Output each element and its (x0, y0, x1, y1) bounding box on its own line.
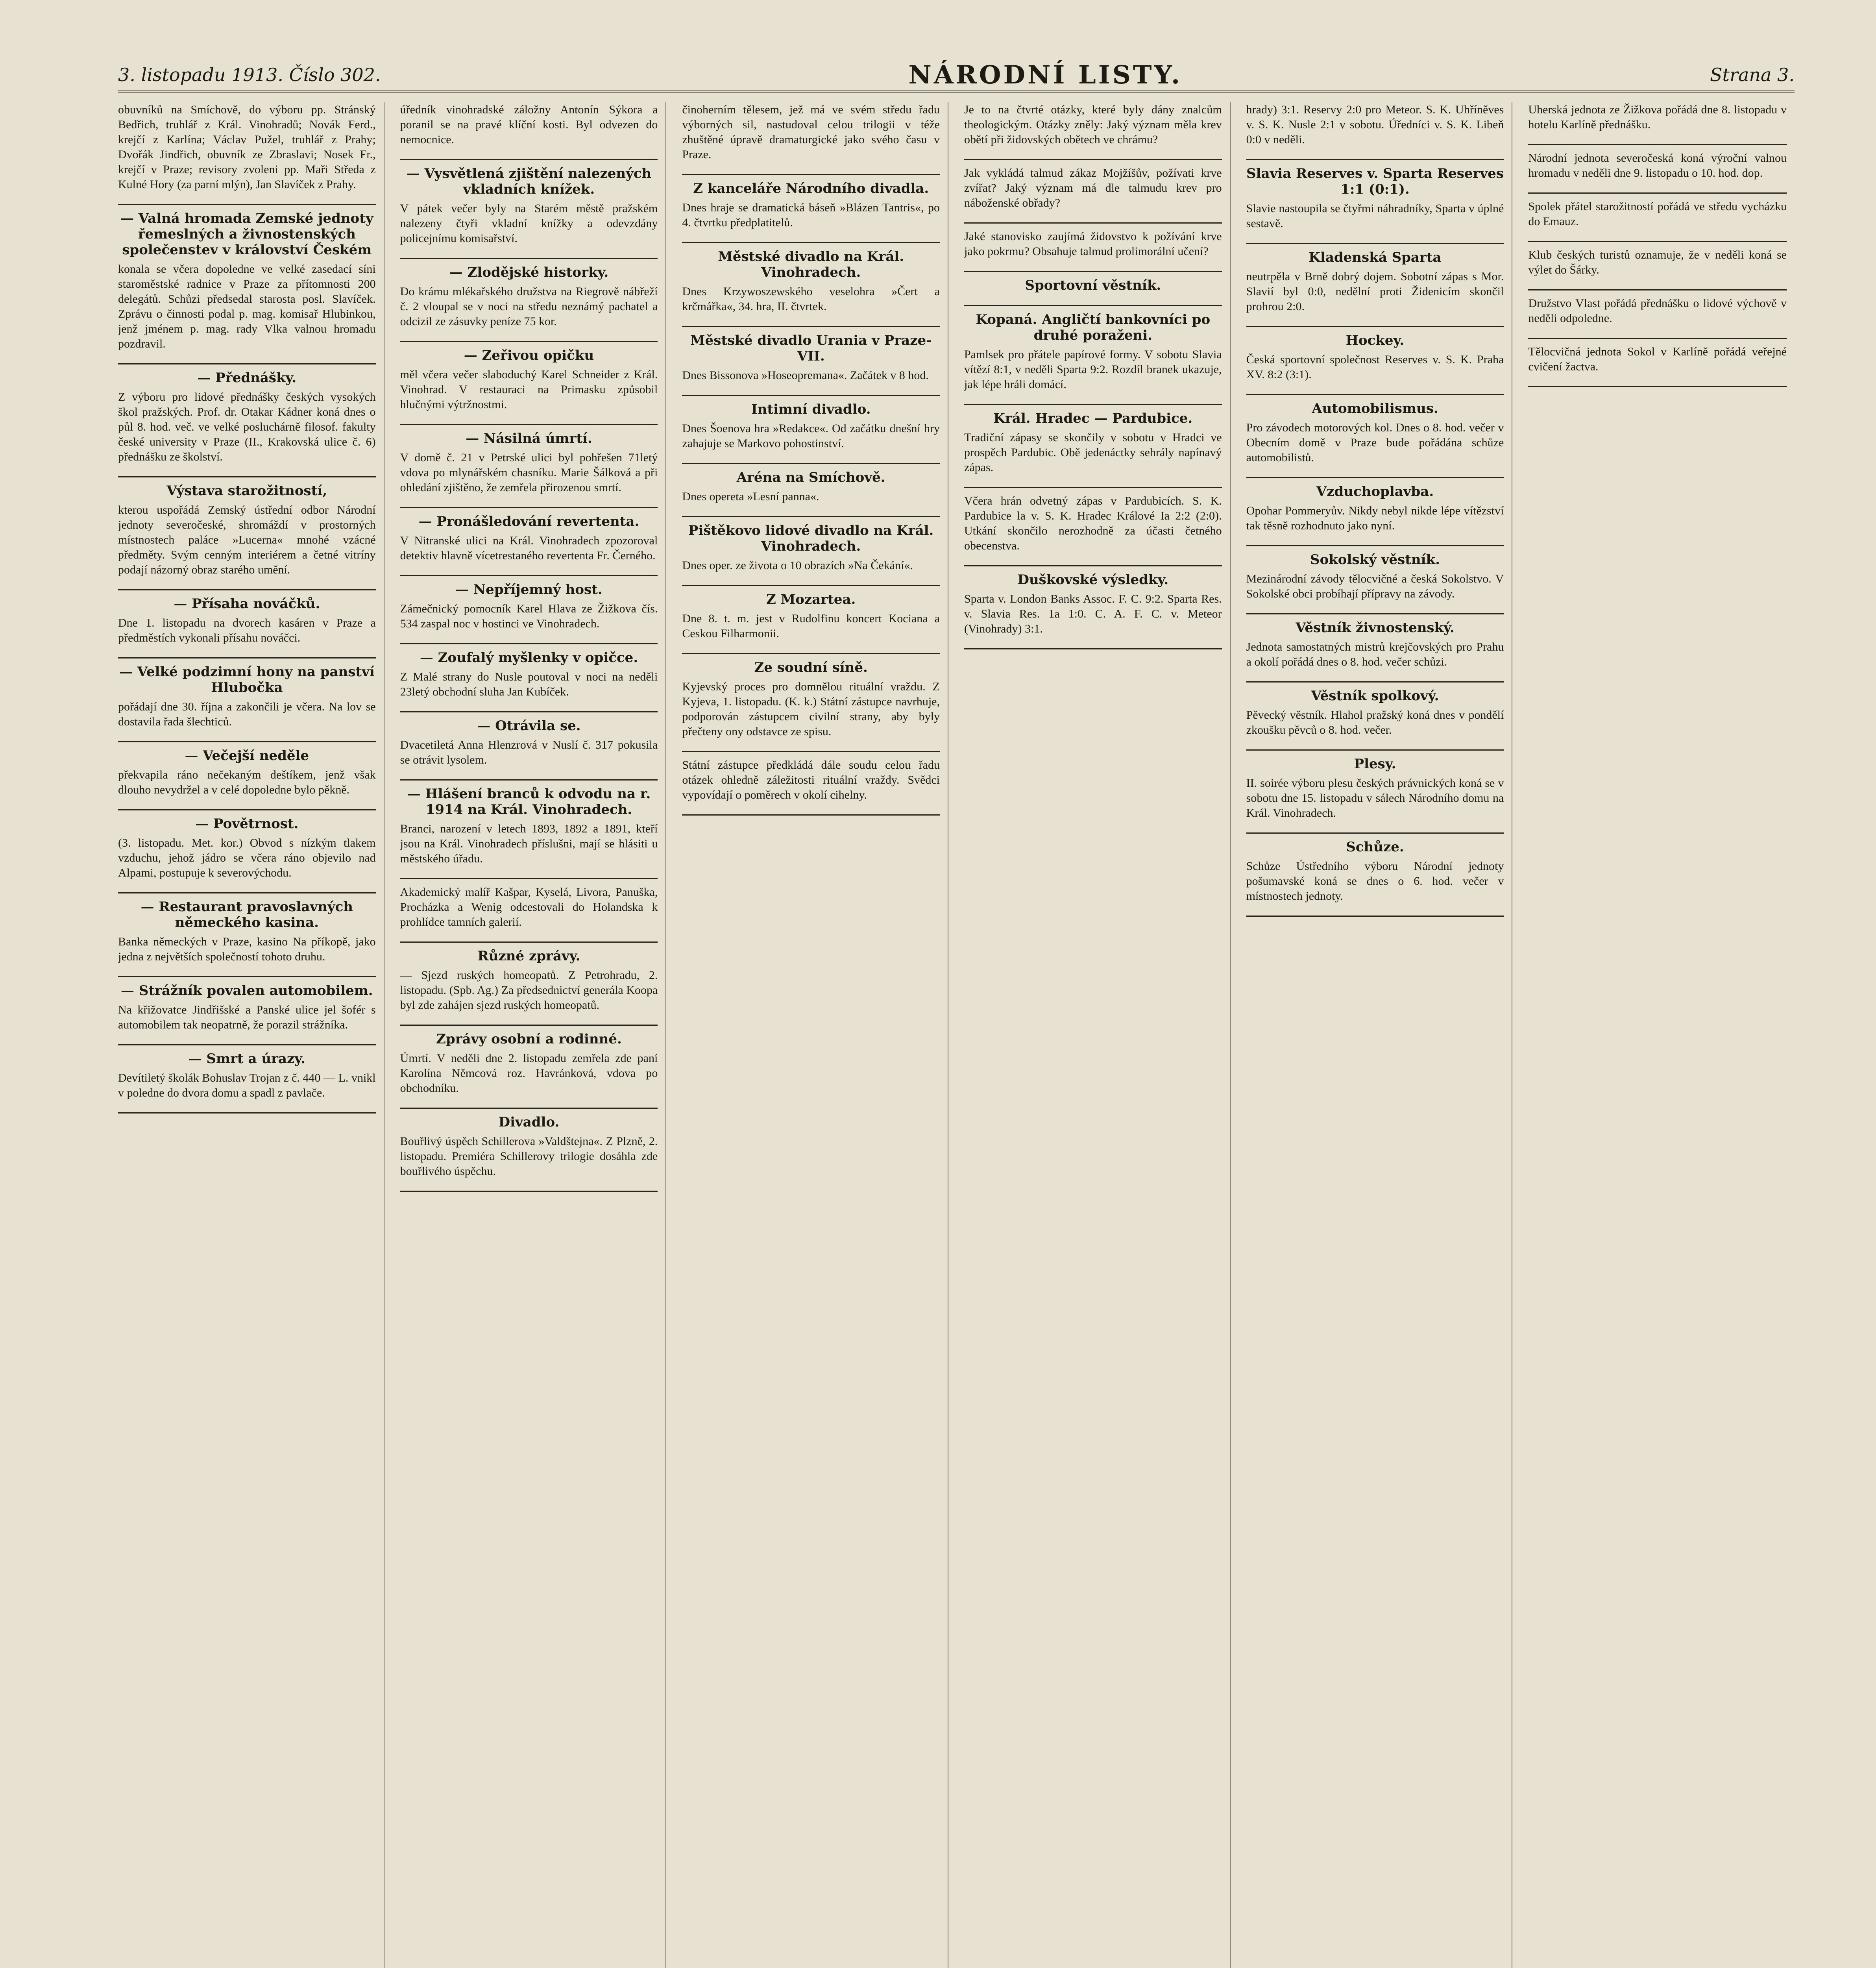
divider (1246, 545, 1504, 546)
divider (964, 222, 1222, 224)
article-text: Dnes oper. ze života o 10 obrazích »Na Čekání«. (682, 559, 913, 572)
article-title: Věstník živnostenský. (1296, 620, 1455, 636)
divider (1528, 386, 1787, 387)
divider (1246, 681, 1504, 683)
article-text: konala se včera dopoledne ve velké zasedací síni staroměstské radnice v Praze za přítomnosti 200 delegátů. Schůzi předsedal starosta posl. Slavíček. Zprávu o činnosti podal p. mag. komisař Hlubinkou, jenž jménem p. mag. rady Vlka valnou hromadu pozdravil. (118, 263, 376, 350)
article (1528, 151, 1787, 181)
article-title: Kladenská Sparta (1309, 250, 1442, 265)
divider (964, 159, 1222, 160)
article (400, 1114, 658, 1179)
divider (400, 159, 658, 160)
article (400, 786, 658, 866)
article-title: Městské divadlo Urania v Praze-VII. (690, 333, 932, 364)
article-title: Intimní divadlo. (751, 401, 871, 417)
divider (400, 1108, 658, 1109)
divider (682, 751, 940, 752)
article (1246, 333, 1504, 382)
column-6 (1528, 102, 1795, 1968)
article-text: Uherská jednota ze Žižkova pořádá dne 8. listopadu v hotelu Karlíně přednášku. (1528, 103, 1787, 131)
column-1 (118, 102, 384, 1968)
divider (682, 585, 940, 586)
divider (1246, 832, 1504, 834)
article (682, 181, 940, 230)
article (1528, 199, 1787, 229)
article-text: hrady) 3:1. Reservy 2:0 pro Meteor. S. K. Uhříněves v. S. K. Nusle 2:1 v sobotu. Úředníci v. S. K. Libeň 0:0 v neděli. (1246, 103, 1504, 146)
article-text: II. soirée výboru plesu českých právnických koná se v sobotu dne 15. listopadu v sálech Národního domu na Král. Vinohradech. (1246, 777, 1504, 819)
divider (682, 326, 940, 327)
article-title: Pištěkovo lidové divadlo na Král. Vinohradech. (688, 523, 934, 554)
article-text: Devítiletý školák Bohuslav Trojan z č. 440 — L. vnikl v poledne do dvora domu a spadl z pavlače. (118, 1071, 376, 1099)
article (964, 494, 1222, 553)
article (964, 411, 1222, 475)
article-text: Sparta v. London Banks Assoc. F. C. 9:2. Sparta Res. v. Slavia Res. 1a 1:0. C. A. F. C. v. Meteor (Vinohrady) 3:1. (964, 592, 1222, 635)
article-text: Dnes Krzywoszewského veselohra »Čert a krčmářka«, 34. hra, II. čtvrtek. (682, 285, 940, 313)
article-title: — Restaurant pravoslavných německého kasina. (140, 899, 353, 930)
article-title: Různé zprávy. (477, 948, 580, 964)
divider (118, 476, 376, 477)
article-text: (3. listopadu. Met. kor.) Obvod s nízkým tlakem vzduchu, jehož jádro se včera ráno objevilo nad Alpami, postupuje k severovýchodu. (118, 836, 376, 879)
divider (400, 507, 658, 508)
article (682, 660, 940, 739)
article-title: — Zlodějské historky. (449, 264, 609, 280)
article-text: Z Malé strany do Nusle poutoval v noci na neděli 23letý obchodní sluha Jan Kubíček. (400, 670, 658, 698)
article-text: Opohar Pommeryův. Nikdy nebyl nikde lépe vítězství tak těsně rozhodnuto jako nyní. (1246, 504, 1504, 532)
column-5 (1246, 102, 1513, 1968)
article-text: Schůze Ústředního výboru Národní jednoty pošumavské koná se dnes o 6. hod. večer v místnostech jednoty. (1246, 860, 1504, 903)
divider (400, 779, 658, 781)
article-text: Pamlsek pro přátele papírové formy. V sobotu Slavia vítězí 8:1, v neděli Sparta 9:2. Rozdíl branek ukazuje, jak lépe hráli domácí. (964, 348, 1222, 391)
article (400, 718, 658, 768)
divider (682, 395, 940, 396)
article (400, 582, 658, 631)
article-text: Tradiční zápasy se skončily v sobotu v Hradci ve prospěch Pardubic. Obě jedenáctky sehrály napínavý zápas. (964, 431, 1222, 474)
divider (400, 711, 658, 712)
article-title: Zprávy osobní a rodinné. (436, 1031, 622, 1047)
article-text: Klub českých turistů oznamuje, že v neděli koná se výlet do Šárky. (1528, 248, 1787, 276)
article-text: Dnes hraje se dramatická báseň »Blázen Tantris«, po 4. čtvrtku předplatitelů. (682, 201, 940, 229)
divider (1528, 144, 1787, 145)
article (400, 650, 658, 699)
page-header (118, 59, 1795, 92)
divider (118, 976, 376, 977)
divider (964, 487, 1222, 488)
divider (118, 204, 376, 205)
divider (400, 575, 658, 576)
article-title: — Strážník povalen automobilem. (121, 983, 373, 999)
article (118, 370, 376, 464)
article-text: Státní zástupce předkládá dále soudu celou řadu otázek ohledně záležitosti rituální vraždy. Svědci vypovídají o poměrech v okolí cihelny. (682, 758, 940, 801)
article (118, 816, 376, 880)
article-text: Je to na čtvrté otázky, které byly dány znalcům theologickým. Otázky zněly: Jaký význam měla krev obětí při židovských obětech ve chrámu? (964, 103, 1222, 146)
article (118, 983, 376, 1032)
divider (400, 1025, 658, 1026)
article-title: Duškovské výsledky. (1017, 572, 1169, 588)
article (400, 948, 658, 1013)
article-text: Tělocvičná jednota Sokol v Karlíně pořádá veřejné cvičení žactva. (1528, 345, 1787, 373)
article-title: Sokolský věstník. (1310, 552, 1440, 568)
article (118, 102, 376, 192)
article-text: Dnes Bissonova »Hoseopremana«. Začátek v 8 hod. (682, 369, 929, 382)
divider (400, 424, 658, 425)
article-title: — Zoufalý myšlenky v opičce. (420, 650, 638, 666)
article-title: — Přednášky. (197, 370, 297, 386)
article-title: Z kanceláře Národního divadla. (693, 181, 929, 196)
divider (682, 516, 940, 517)
article (400, 102, 658, 147)
divider (1246, 243, 1504, 244)
column-3 (682, 102, 948, 1968)
article-text: Družstvo Vlast pořádá přednášku o lidové výchově v neděli odpoledne. (1528, 297, 1787, 325)
article (400, 885, 658, 930)
article (682, 249, 940, 314)
divider (1528, 338, 1787, 339)
divider (1246, 159, 1504, 160)
article-text: V domě č. 21 v Petrské ulici byl pohřešen 71letý vdova po mlynářském chasníku. Marie Šálková a při ohledání zjištěno, že zemřela přirozenou smrtí. (400, 451, 658, 494)
article (1528, 296, 1787, 326)
article-text: Dne 1. listopadu na dvorech kasáren v Praze a předměstích vykonali přísahu nováčci. (118, 616, 376, 644)
divider (1246, 477, 1504, 478)
article-text: Na křižovatce Jindřišské a Panské ulice jel šofér s automobilem tak neopatrně, že porazil strážníka. (118, 1003, 376, 1031)
article-title: — Zeřivou opičku (464, 348, 594, 363)
article-text: Národní jednota severočeská koná výroční valnou hromadu v neděli dne 9. listopadu o 10. hod. dop. (1528, 152, 1787, 179)
article-text: Dnes Šoenova hra »Redakce«. Od začátku dnešní hry zahajuje se Markovo pohostinství. (682, 422, 940, 450)
article-text: Z výboru pro lidové přednášky českých vysokých škol pražských. Prof. dr. Otakar Kádner koná dnes o půl 8. hod. več. ve velké posluchárně filosof. fakulty české university v Praze (II., Krakovská ulice č. 6) přednášku ze školství. (118, 390, 376, 463)
article (682, 333, 940, 383)
article (118, 596, 376, 646)
divider (1246, 394, 1504, 395)
article-title: Věstník spolkový. (1311, 688, 1439, 704)
divider (118, 363, 376, 364)
divider (1528, 241, 1787, 242)
article (964, 166, 1222, 211)
article-title: Sportovní věstník. (1025, 277, 1161, 293)
article-text: Jak vykládá talmud zákaz Mojžíšův, požívati krve zvířat? Jaký význam má dle talmudu krev pro náboženské obřady? (964, 166, 1222, 209)
article (682, 102, 940, 162)
article (964, 277, 1222, 293)
article (1528, 248, 1787, 277)
article-text: Banka německých v Praze, kasino Na příkopě, jako jedna z největších společností tohoto druhu. (118, 935, 376, 963)
article-text: Pěvecký věstník. Hlahol pražský koná dnes v pondělí zkoušku pěvců o 8. hod. večer. (1246, 708, 1504, 736)
article (118, 899, 376, 964)
divider (400, 941, 658, 943)
article-title: Ze soudní síně. (754, 660, 868, 675)
divider (118, 892, 376, 893)
divider (1246, 613, 1504, 614)
article-text: Branci, narození v letech 1893, 1892 a 1891, kteří jsou na Král. Vinohradech příslušni, mají se hlásiti u městského úřadu. (400, 822, 658, 865)
article-title: — Vysvětlená zjištění nalezených vkladních knížek. (406, 166, 652, 197)
article-title: Městské divadlo na Král. Vinohradech. (718, 249, 904, 280)
divider (118, 1044, 376, 1045)
article-title: — Večejší neděle (185, 748, 309, 764)
article-title: — Smrt a úrazy. (188, 1051, 305, 1067)
article-text: Slavie nastoupila se čtyřmi náhradníky, Sparta v úplné sestavě. (1246, 202, 1504, 230)
article-title: Automobilismus. (1312, 401, 1438, 416)
article (400, 514, 658, 563)
article (1246, 756, 1504, 821)
divider (964, 271, 1222, 272)
divider (118, 657, 376, 658)
article-text: Úmrtí. V neděli dne 2. listopadu zemřela zde paní Karolína Němcová roz. Havránková, vdova po obchodníku. (400, 1052, 658, 1095)
article-title: Aréna na Smíchově. (736, 470, 885, 485)
article (964, 312, 1222, 392)
article (400, 1031, 658, 1096)
divider (964, 404, 1222, 405)
article-text: činoherním tělesem, jež má ve svém středu řadu výborných sil, nastudoval celou trilogii v téže zhuštěné úpravě dramaturgické jako svého času v Praze. (682, 103, 940, 161)
divider (118, 1112, 376, 1113)
divider (400, 341, 658, 342)
article-text: překvapila ráno nečekaným deštíkem, jenž však dlouho nevydržel a v celé dopoledne bylo pěkně. (118, 768, 376, 796)
article-text: Akademický malíř Kašpar, Kyselá, Livora, Panuška, Procházka a Wenig odcestovali do Holandska k prohlídce tamních galerií. (400, 886, 658, 929)
article-title: — Přísaha nováčků. (174, 596, 320, 612)
divider (400, 1191, 658, 1192)
article-text: kterou uspořádá Zemský ústřední odbor Národní jednoty severočeské, shromáždí v prostorných místnostech paláce »Lucerna« mnohé vzácné předměty. Svým cenným interiérem a četné vitríny podají názorný obraz starého umění. (118, 503, 376, 576)
article (118, 664, 376, 729)
article-text: V Nitranské ulici na Král. Vinohradech zpozoroval detektiv hlavně vícetrestaného revertenta Fr. Černého. (400, 534, 658, 562)
columns (118, 102, 1795, 1968)
article-text: Dvacetiletá Anna Hlenzrová v Nuslí č. 317 pokusila se otrávit lysolem. (400, 738, 658, 766)
article-title: Vzduchoplavba. (1316, 484, 1434, 499)
divider (118, 589, 376, 590)
article (1246, 839, 1504, 904)
divider (400, 643, 658, 644)
article-text: obuvníků na Smíchově, do výboru pp. Stránský Bedřich, truhlář z Král. Vinohradů; Novák Ferd., krejčí z Karlína; Václav Pužel, truhlář z Prahy; Dvořák Jindřich, obuvník ze Zbraslavi; Nosek Fr., krejčí v Praze; revisory zvoleni pp. Maři Středa z Kulné Hory (za parní mlýn), Jan Slavíček z Prahy. (118, 103, 376, 191)
article-text: V pátek večer byly na Starém městě pražském nalezeny čtyři vkladní knížky a odevzdány policejnímu komisařství. (400, 202, 658, 245)
article (682, 592, 940, 641)
article (1246, 620, 1504, 670)
divider (400, 878, 658, 879)
article-text: Dnes opereta »Lesní panna«. (682, 490, 819, 503)
article-title: — Nepříjemný host. (455, 582, 603, 597)
divider (118, 741, 376, 742)
article-text: Zámečnický pomocník Karel Hlava ze Žižkova čís. 534 zaspal noc v hostinci ve Vinohradech. (400, 602, 658, 630)
article (118, 483, 376, 577)
article-title: — Pronášledování revertenta. (418, 514, 640, 529)
article-title: Divadlo. (498, 1114, 560, 1130)
divider (964, 305, 1222, 306)
article-title: — Valná hromada Zemské jednoty řemeslných a živnostenských společenstev v království Českém (120, 211, 373, 258)
article (682, 470, 940, 504)
divider (682, 242, 940, 243)
article (118, 1051, 376, 1101)
article-title: — Otrávila se. (477, 718, 581, 734)
article-text: Kyjevský proces pro domnělou rituální vraždu. Z Kyjeva, 1. listopadu. (K. k.) Státní zástupce navrhuje, podporován zástupcem civilní strany, aby byly přečteny ony odstavce ze spisu. (682, 680, 940, 738)
article-text: úředník vinohradské záložny Antonín Sýkora a poranil se na pravé klíční kosti. Byl odvezen do nemocnice. (400, 103, 658, 146)
divider (400, 258, 658, 259)
article (964, 229, 1222, 259)
article (400, 348, 658, 412)
divider (1246, 749, 1504, 751)
divider (682, 814, 940, 816)
article (400, 166, 658, 246)
article-title: — Povětrnost. (195, 816, 299, 832)
article (964, 572, 1222, 636)
article-text: Česká sportovní společnost Reserves v. S. K. Praha XV. 8:2 (3:1). (1246, 353, 1504, 381)
article (1528, 344, 1787, 374)
article-text: Pro závodech motorových kol. Dnes o 8. hod. večer v Obecním domě v Praze bude pořádána schůze automobilistů. (1246, 421, 1504, 464)
article (964, 102, 1222, 147)
article-title: Z Mozartea. (766, 592, 856, 607)
article (400, 264, 658, 329)
divider (1246, 326, 1504, 327)
issue-date: 3. listopadu 1913. Číslo 302. (118, 64, 381, 85)
article-title: Kopaná. Angličtí bankovníci po druhé poraženi. (976, 312, 1211, 343)
article-text: neutrpěla v Brně dobrý dojem. Sobotní zápas s Mor. Slavií byl 0:0, nedělní proti Židenicím skončil prohrou 2:0. (1246, 270, 1504, 313)
article-text: pořádají dne 30. října a zakončili je včera. Na lov se dostavila řada šlechticů. (118, 700, 376, 728)
article-title: Král. Hradec — Pardubice. (993, 411, 1193, 426)
article (400, 431, 658, 495)
divider (964, 565, 1222, 566)
article-text: Jaké stanovisko zaujímá židovstvo k požívání krve jako pokrmu? Obsahuje talmud prolimorální učení? (964, 230, 1222, 258)
article (1246, 688, 1504, 738)
divider (1528, 289, 1787, 290)
article-title: Schůze. (1346, 839, 1404, 855)
divider (682, 174, 940, 175)
article-text: Jednota samostatných mistrů krejčovských pro Prahu a okolí pořádá dnes o 8. hod. večer schůzi. (1246, 640, 1504, 668)
column-2 (400, 102, 667, 1968)
article (1246, 166, 1504, 231)
article-title: Plesy. (1354, 756, 1396, 772)
article (682, 758, 940, 803)
article-title: — Násilná úmrtí. (466, 431, 592, 446)
article-title: — Velké podzimní hony na panství Hlubočka (119, 664, 375, 695)
page-number: Strana 3. (1710, 64, 1795, 85)
newspaper-title: NÁRODNÍ LISTY. (908, 60, 1183, 90)
article-title: — Hlášení branců k odvodu na r. 1914 na Král. Vinohradech. (407, 786, 651, 818)
article-title: Slavia Reserves v. Sparta Reserves 1:1 (0:1). (1246, 166, 1504, 197)
article-text: Bouřlivý úspěch Schillerova »Valdštejna«. Z Plzně, 2. listopadu. Premiéra Schillerovy trilogie dosáhla zde bouřlivého úspěchu. (400, 1135, 658, 1178)
column-4 (964, 102, 1231, 1968)
article-text: Dne 8. t. m. jest v Rudolfinu koncert Kociana a Ceskou Filharmonii. (682, 612, 940, 640)
article (682, 401, 940, 451)
article-text: měl včera večer slaboduchý Karel Schneider z Král. Vinohrad. V restauraci na Primasku způsobil hlučnými výtržnostmi. (400, 368, 658, 411)
article (1528, 102, 1787, 132)
article (118, 748, 376, 797)
article-text: Do krámu mlékařského družstva na Riegrově nábřeží č. 2 vloupal se v noci na středu neznámý pachatel a odcizil ze zásuvky peníze 75 kor. (400, 285, 658, 328)
article (118, 211, 376, 351)
article-title: Výstava starožitností, (166, 483, 327, 499)
article (1246, 250, 1504, 314)
divider (1528, 192, 1787, 194)
article-title: Hockey. (1346, 333, 1405, 348)
article-text: — Sjezd ruských homeopatů. Z Petrohradu, 2. listopadu. (Spb. Ag.) Za předsednictví generála Koopa byl zde zahájen sjezd ruských homeopatů. (400, 969, 658, 1012)
divider (682, 653, 940, 654)
article (1246, 102, 1504, 147)
article (1246, 484, 1504, 533)
article (1246, 552, 1504, 601)
divider (118, 809, 376, 810)
article-text: Mezinárodní závody tělocvičné a česká Sokolstvo. V Sokolské obci probíhají přípravy na závody. (1246, 572, 1504, 600)
article-text: Včera hrán odvetný zápas v Pardubicích. S. K. Pardubice la v. S. K. Hradec Králové Ia 2:2 (2:0). Utkání skončilo nerozhodně za účasti četného obecenstva. (964, 494, 1222, 552)
divider (682, 463, 940, 464)
article-text: Spolek přátel starožitností pořádá ve středu vycházku do Emauz. (1528, 200, 1787, 228)
divider (1246, 916, 1504, 917)
article (1246, 401, 1504, 465)
article (682, 523, 940, 573)
divider (964, 648, 1222, 649)
